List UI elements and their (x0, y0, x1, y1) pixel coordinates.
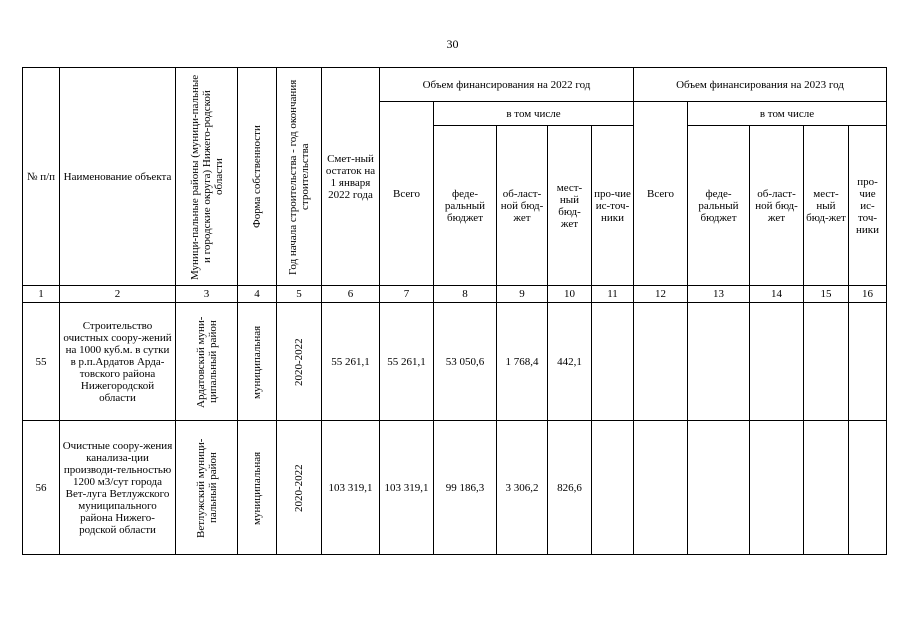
header-ownership-text: Форма собственности (251, 125, 263, 228)
column-number: 7 (380, 286, 434, 303)
header-years (277, 68, 322, 286)
row-number: 55 (23, 303, 60, 421)
ownership-text: муниципальная (251, 324, 263, 399)
header-ownership (238, 68, 277, 286)
federal-2023-cell (688, 421, 750, 555)
local-2023-cell (804, 421, 849, 555)
regional-2023-cell (750, 303, 804, 421)
total-2022-cell: 103 319,1 (380, 421, 434, 555)
header-district-text: Муници-пальные районы (муници-пальные и городские округа) Нижего-родской области (188, 73, 225, 280)
header-local-2022: мест-ный бюд-жет (548, 126, 592, 286)
district-cell (176, 303, 238, 421)
other-2023-cell (849, 303, 887, 421)
remainder-cell: 103 319,1 (322, 421, 380, 555)
total-2022-cell: 55 261,1 (380, 303, 434, 421)
years-cell (277, 421, 322, 555)
column-number: 4 (238, 286, 277, 303)
regional-2022-cell: 1 768,4 (497, 303, 548, 421)
header-other-2023: про-чие ис-точ-ники (849, 126, 887, 286)
other-2023-cell (849, 421, 887, 555)
table-row (23, 303, 887, 421)
header-federal-2023: феде-ральный бюджет (688, 126, 750, 286)
header-district (176, 68, 238, 286)
district-text: Ветлужский муници-пальный район (194, 437, 219, 538)
federal-2022-cell: 53 050,6 (434, 303, 497, 421)
financing-table (22, 67, 887, 555)
total-2023-cell (634, 421, 688, 555)
page-number: 30 (446, 37, 459, 51)
local-2022-cell: 826,6 (548, 421, 592, 555)
years-text: 2020-2022 (293, 463, 305, 512)
header-object-name: Наименование объекта (60, 68, 176, 286)
row-number: 56 (23, 421, 60, 555)
header-local-2023: мест-ный бюд-жет (804, 126, 849, 286)
header-no: № п/п (23, 68, 60, 286)
regional-2023-cell (750, 421, 804, 555)
column-number: 15 (804, 286, 849, 303)
header-including-2022: в том числе (434, 102, 634, 126)
table-row (23, 421, 887, 555)
federal-2022-cell: 99 186,3 (434, 421, 497, 555)
years-cell (277, 303, 322, 421)
column-number: 3 (176, 286, 238, 303)
column-number: 10 (548, 286, 592, 303)
other-2022-cell (592, 421, 634, 555)
column-number: 13 (688, 286, 750, 303)
header-total-2022: Всего (380, 102, 434, 286)
column-number: 6 (322, 286, 380, 303)
header-years-text: Год начала строительства - год окончания строительства (287, 78, 311, 275)
column-number: 5 (277, 286, 322, 303)
object-name: Очистные соору-жения канализа-ции производи-тельностью 1200 м3/сут города Вет-луга Ветлужского муниципального района Нижего-родской области (60, 421, 176, 555)
federal-2023-cell (688, 303, 750, 421)
total-2023-cell (634, 303, 688, 421)
column-number: 9 (497, 286, 548, 303)
header-including-2023: в том числе (688, 102, 887, 126)
column-number: 14 (750, 286, 804, 303)
column-number: 16 (849, 286, 887, 303)
header-row-1 (23, 68, 887, 102)
object-name: Строительство очистных соору-жений на 1000 куб.м. в сутки в р.п.Ардатов Арда-товского района Нижегородской области (60, 303, 176, 421)
district-cell (176, 421, 238, 555)
header-remainder: Смет-ный остаток на 1 января 2022 года (322, 68, 380, 286)
column-number: 11 (592, 286, 634, 303)
header-federal-2022: феде-ральный бюджет (434, 126, 497, 286)
ownership-cell (238, 421, 277, 555)
column-number: 1 (23, 286, 60, 303)
local-2022-cell: 442,1 (548, 303, 592, 421)
column-number: 8 (434, 286, 497, 303)
district-text: Ардатовский муни-ципальный район (194, 315, 219, 408)
regional-2022-cell: 3 306,2 (497, 421, 548, 555)
column-number: 2 (60, 286, 176, 303)
header-group-2023: Объем финансирования на 2023 год (634, 68, 887, 102)
header-group-2022: Объем финансирования на 2022 год (380, 68, 634, 102)
header-total-2023: Всего (634, 102, 688, 286)
local-2023-cell (804, 303, 849, 421)
header-regional-2022: об-ласт-ной бюд-жет (497, 126, 548, 286)
header-regional-2023: об-ласт-ной бюд-жет (750, 126, 804, 286)
ownership-text: муниципальная (251, 450, 263, 525)
header-other-2022: про-чие ис-точ-ники (592, 126, 634, 286)
ownership-cell (238, 303, 277, 421)
column-numbers-row (23, 286, 887, 303)
other-2022-cell (592, 303, 634, 421)
years-text: 2020-2022 (293, 337, 305, 386)
remainder-cell: 55 261,1 (322, 303, 380, 421)
column-number: 12 (634, 286, 688, 303)
